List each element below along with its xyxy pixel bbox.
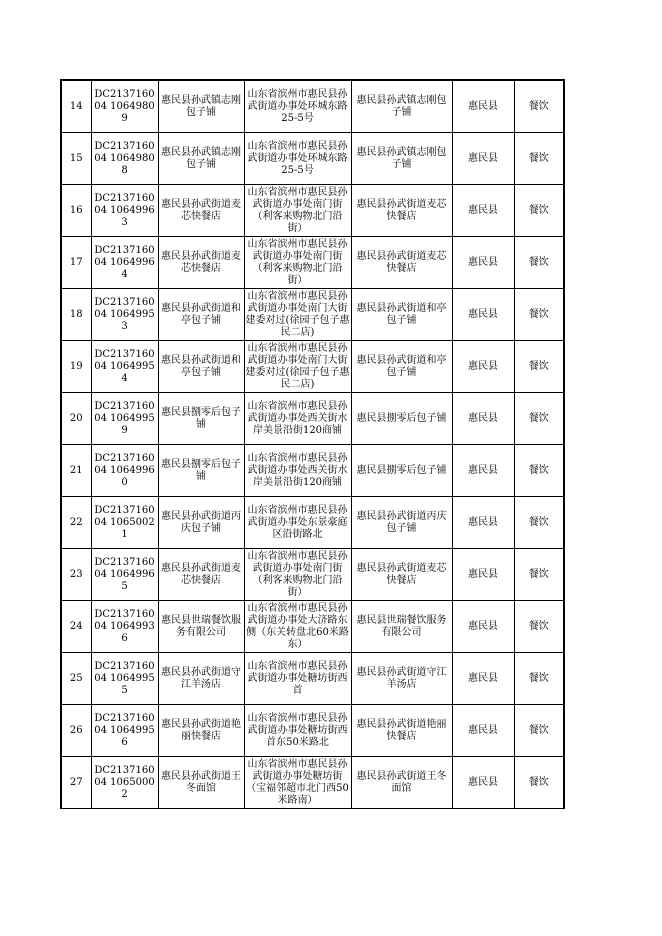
category-cell: 餐饮 <box>514 653 564 705</box>
sampled-unit-name-cell: 惠民县孙武街道和亭包子铺 <box>158 289 244 341</box>
producer-name-cell: 惠民县孙武街道麦芯快餐店 <box>351 549 452 601</box>
category-cell: 餐饮 <box>514 341 564 393</box>
sampled-unit-name-cell: 惠民县世瑞餐饮服务有限公司 <box>158 601 244 653</box>
category-cell: 餐饮 <box>514 289 564 341</box>
producer-name-cell: 惠民县孙武街道和亭包子铺 <box>351 289 452 341</box>
table-row <box>61 393 564 445</box>
table-row <box>61 757 564 809</box>
county-cell: 惠民县 <box>452 757 514 809</box>
row-number-cell: 25 <box>61 653 91 705</box>
row-number-cell: 16 <box>61 185 91 237</box>
sample-code-cell: DC213716004 10649963 <box>91 185 158 237</box>
sampled-unit-name-cell: 惠民县孙武街道艳丽快餐店 <box>158 705 244 757</box>
sampled-unit-name-cell: 惠民县孙武街道麦芯快餐店 <box>158 237 244 289</box>
sampled-unit-address-cell: 山东省滨州市惠民县孙武街道办事处糖坊街（宝福邻超市北门西50米路南） <box>244 757 351 809</box>
producer-name-cell: 惠民县孙武街道艳丽快餐店 <box>351 705 452 757</box>
table-row <box>61 601 564 653</box>
row-number-cell: 24 <box>61 601 91 653</box>
sampled-unit-address-cell: 山东省滨州市惠民县孙武街道办事处南门街（利客来购物北门沿街） <box>244 549 351 601</box>
category-cell: 餐饮 <box>514 445 564 497</box>
category-cell: 餐饮 <box>514 705 564 757</box>
producer-name-cell: 惠民县孙武街道丙庆包子铺 <box>351 497 452 549</box>
table-row <box>61 80 564 133</box>
sample-code-cell: DC213716004 10649809 <box>91 80 158 133</box>
sampled-unit-name-cell: 惠民县捌零后包子铺 <box>158 445 244 497</box>
sampled-unit-name-cell: 惠民县孙武街道麦芯快餐店 <box>158 549 244 601</box>
row-number-cell: 26 <box>61 705 91 757</box>
sampled-unit-address-cell: 山东省滨州市惠民县孙武街道办事处糖坊街西首 <box>244 653 351 705</box>
sampled-unit-address-cell: 山东省滨州市惠民县孙武街道办事处糖坊街西首东50米路北 <box>244 705 351 757</box>
table-body <box>61 80 564 809</box>
sampled-unit-address-cell: 山东省滨州市惠民县孙武街道办事处大济路东侧（东关转盘北60米路东） <box>244 601 351 653</box>
records-table <box>60 79 565 809</box>
county-cell: 惠民县 <box>452 445 514 497</box>
sampled-unit-address-cell: 山东省滨州市惠民县孙武街道办事处南门大街建委对过(徐园子包子惠民二店) <box>244 289 351 341</box>
sampled-unit-name-cell: 惠民县孙武街道丙庆包子铺 <box>158 497 244 549</box>
producer-name-cell: 惠民县孙武街道王冬面馆 <box>351 757 452 809</box>
sample-code-cell: DC213716004 10649965 <box>91 549 158 601</box>
sample-code-cell: DC213716004 10649953 <box>91 289 158 341</box>
category-cell: 餐饮 <box>514 237 564 289</box>
sampled-unit-name-cell: 惠民县孙武镇志刚包子铺 <box>158 133 244 185</box>
county-cell: 惠民县 <box>452 705 514 757</box>
sampled-unit-name-cell: 惠民县孙武街道王冬面馆 <box>158 757 244 809</box>
category-cell: 餐饮 <box>514 185 564 237</box>
county-cell: 惠民县 <box>452 653 514 705</box>
table-row <box>61 653 564 705</box>
sampled-unit-address-cell: 山东省滨州市惠民县孙武街道办事处环城东路25-5号 <box>244 133 351 185</box>
county-cell: 惠民县 <box>452 237 514 289</box>
county-cell: 惠民县 <box>452 289 514 341</box>
row-number-cell: 14 <box>61 80 91 133</box>
producer-name-cell: 惠民县孙武街道守江羊汤店 <box>351 653 452 705</box>
sampled-unit-address-cell: 山东省滨州市惠民县孙武街道办事处南门大街建委对过(徐园子包子惠民二店) <box>244 341 351 393</box>
sampled-unit-address-cell: 山东省滨州市惠民县孙武街道办事处东景豪庭区沿街路北 <box>244 497 351 549</box>
category-cell: 餐饮 <box>514 757 564 809</box>
sample-code-cell: DC213716004 10649959 <box>91 393 158 445</box>
county-cell: 惠民县 <box>452 185 514 237</box>
producer-name-cell: 惠民县孙武镇志刚包子铺 <box>351 133 452 185</box>
table-row <box>61 341 564 393</box>
producer-name-cell: 惠民县孙武镇志刚包子铺 <box>351 80 452 133</box>
county-cell: 惠民县 <box>452 601 514 653</box>
sample-code-cell: DC213716004 10650002 <box>91 757 158 809</box>
sampled-unit-address-cell: 山东省滨州市惠民县孙武街道办事处南门街（利客来购物北门沿街） <box>244 185 351 237</box>
table-row <box>61 185 564 237</box>
category-cell: 餐饮 <box>514 601 564 653</box>
table-row <box>61 497 564 549</box>
table-row <box>61 237 564 289</box>
row-number-cell: 20 <box>61 393 91 445</box>
county-cell: 惠民县 <box>452 497 514 549</box>
row-number-cell: 27 <box>61 757 91 809</box>
category-cell: 餐饮 <box>514 133 564 185</box>
row-number-cell: 19 <box>61 341 91 393</box>
table-row <box>61 445 564 497</box>
producer-name-cell: 惠民县捌零后包子铺 <box>351 445 452 497</box>
table-row <box>61 705 564 757</box>
category-cell: 餐饮 <box>514 497 564 549</box>
sampled-unit-address-cell: 山东省滨州市惠民县孙武街道办事处南门街（利客来购物北门沿街） <box>244 237 351 289</box>
county-cell: 惠民县 <box>452 341 514 393</box>
sample-code-cell: DC213716004 10650021 <box>91 497 158 549</box>
row-number-cell: 22 <box>61 497 91 549</box>
sample-code-cell: DC213716004 10649955 <box>91 653 158 705</box>
category-cell: 餐饮 <box>514 80 564 133</box>
sampled-unit-name-cell: 惠民县捌零后包子铺 <box>158 393 244 445</box>
county-cell: 惠民县 <box>452 133 514 185</box>
row-number-cell: 15 <box>61 133 91 185</box>
table-row <box>61 133 564 185</box>
category-cell: 餐饮 <box>514 549 564 601</box>
row-number-cell: 17 <box>61 237 91 289</box>
sampled-unit-address-cell: 山东省滨州市惠民县孙武街道办事处环城东路25-5号 <box>244 80 351 133</box>
sampled-unit-address-cell: 山东省滨州市惠民县孙武街道办事处西关街水岸美景沿街120商铺 <box>244 445 351 497</box>
producer-name-cell: 惠民县孙武街道麦芯快餐店 <box>351 185 452 237</box>
table-row <box>61 549 564 601</box>
county-cell: 惠民县 <box>452 80 514 133</box>
row-number-cell: 23 <box>61 549 91 601</box>
producer-name-cell: 惠民县孙武街道麦芯快餐店 <box>351 237 452 289</box>
producer-name-cell: 惠民县世瑞餐饮服务有限公司 <box>351 601 452 653</box>
sample-code-cell: DC213716004 10649964 <box>91 237 158 289</box>
sample-code-cell: DC213716004 10649960 <box>91 445 158 497</box>
row-number-cell: 18 <box>61 289 91 341</box>
sample-code-cell: DC213716004 10649956 <box>91 705 158 757</box>
county-cell: 惠民县 <box>452 549 514 601</box>
sample-code-cell: DC213716004 10649954 <box>91 341 158 393</box>
table-row <box>61 289 564 341</box>
producer-name-cell: 惠民县捌零后包子铺 <box>351 393 452 445</box>
category-cell: 餐饮 <box>514 393 564 445</box>
sampled-unit-name-cell: 惠民县孙武镇志刚包子铺 <box>158 80 244 133</box>
sampled-unit-name-cell: 惠民县孙武街道守江羊汤店 <box>158 653 244 705</box>
county-cell: 惠民县 <box>452 393 514 445</box>
sample-code-cell: DC213716004 10649936 <box>91 601 158 653</box>
sampled-unit-address-cell: 山东省滨州市惠民县孙武街道办事处西关街水岸美景沿街120商铺 <box>244 393 351 445</box>
sampled-unit-name-cell: 惠民县孙武街道和亭包子铺 <box>158 341 244 393</box>
producer-name-cell: 惠民县孙武街道和亭包子铺 <box>351 341 452 393</box>
row-number-cell: 21 <box>61 445 91 497</box>
sample-code-cell: DC213716004 10649808 <box>91 133 158 185</box>
sampled-unit-name-cell: 惠民县孙武街道麦芯快餐店 <box>158 185 244 237</box>
